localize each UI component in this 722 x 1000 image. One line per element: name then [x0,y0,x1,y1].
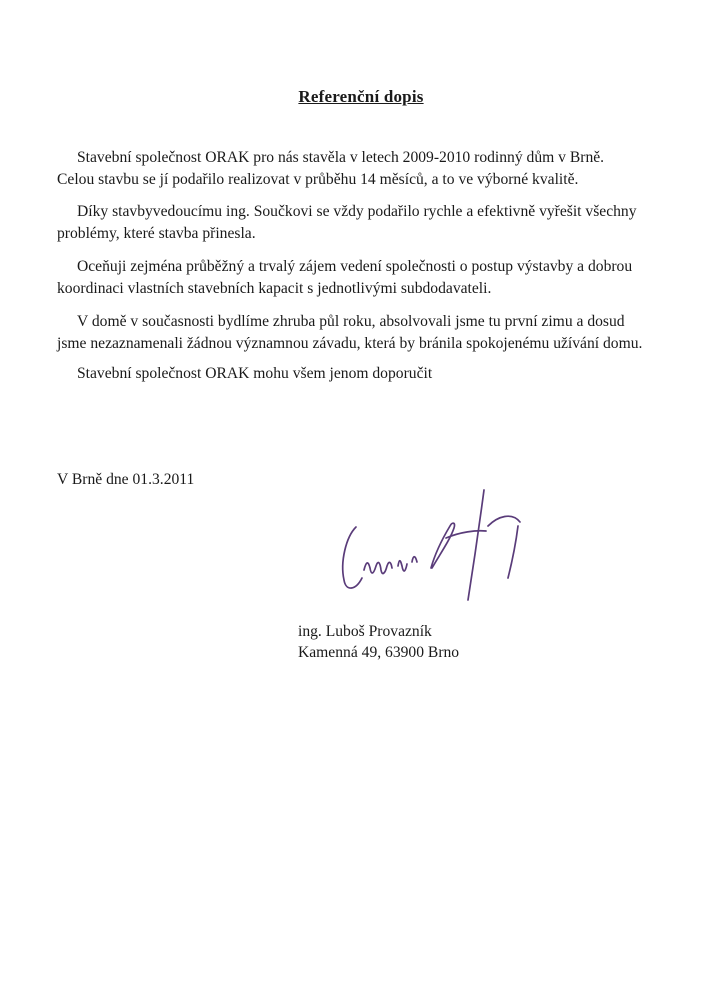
page-title: Referenční dopis [298,87,424,106]
signer-address: Kamenná 49, 63900 Brno [298,644,460,661]
signature-stroke [508,526,518,578]
paragraph-line: V domě v současnosti bydlíme zhruba půl roku, absolvovali jsme tu první zimu a dosud [77,313,625,330]
signer-block [298,621,459,663]
signature-stroke [364,562,392,573]
signature-stroke [343,527,362,588]
signature-image [336,482,526,612]
paragraph-2 [57,201,677,245]
paragraph-line: Celou stavbu se jí podařilo realizovat v průběhu 14 měsíců, a to ve výborné kvalitě. [57,171,579,188]
signature-stroke [412,557,417,562]
paragraph-line: Stavební společnost ORAK pro nás stavěla v letech 2009-2010 rodinný dům v Brně. [77,149,605,166]
paragraph-line: Díky stavbyvedoucímu ing. Součkovi se vždy podařilo rychle a efektivně vyřešit všechny [77,203,637,220]
paragraph-5 [57,363,677,385]
paragraph-line: problémy, které stavba přinesla. [57,225,256,242]
signature-stroke [488,516,520,526]
date-line: V Brně dne 01.3.2011 [57,471,195,488]
paragraph-4 [57,311,677,355]
paragraph-3 [57,256,677,300]
signer-name: ing. Luboš Provazník [298,623,432,640]
paragraph-line: Oceňuji zejména průběžný a trvalý zájem vedení společnosti o postup výstavby a dobrou [77,258,633,275]
paragraph-line: koordinaci vlastních stavebních kapacit s jednotlivými subdodavateli. [57,280,492,297]
signature-stroke [468,490,484,600]
signature-stroke [398,561,407,571]
paragraph-line: Stavební společnost ORAK mohu všem jenom doporučit [77,365,433,382]
signature-stroke [431,523,455,568]
paragraph-line: jsme nezaznamenali žádnou významnou závadu, která by bránila spokojenému užívání domu. [57,335,643,352]
paragraph-1 [57,147,677,191]
